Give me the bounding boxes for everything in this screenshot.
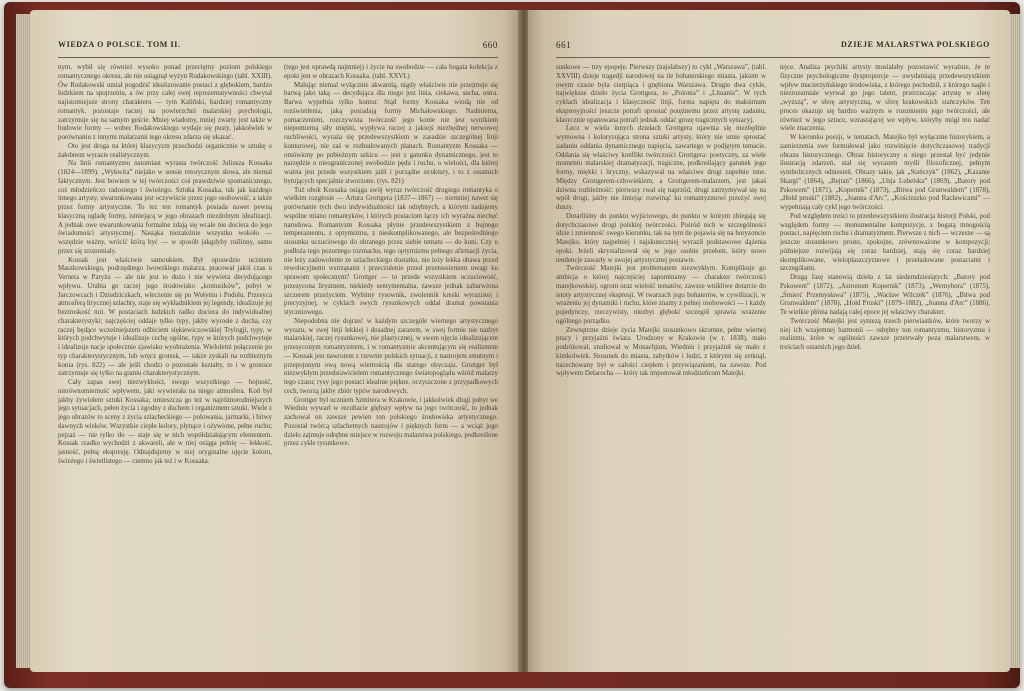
paragraph: nym, wybił się również wysoko ponad przeciętny poziom polskiego romantycznego okresu, ale nie osiągnął wyżyn Rodakowskiego (tabl. XXIII). Ów Rodakowski umiał pogodzić idealizowanie postaci z głębokiem, bardzo ludzkiem na spojrzeniu, a ów przy całej swej reprezentatywności chwytał najistotniejsze strony charakteru — tym Kaliński, bardziej romantyczny romantyk, pozostaje raczej na powierzchni malarskiej psychologii, zatrzymuje się na samym geście. Mniej wiadomy, mniej zwarty jest także w budowie formy — wobec Rodakowskiego wydaje się pusty, jakkolwiek w porównaniu z innymi malarzami tego okresu zdarza się ukazać. (58, 64, 272, 141)
left-column-2 (284, 64, 498, 660)
paragraph: Oto jest droga na której klasycyzm przechodzi organicznie w sztukę o żałobnem wyrazie realistycznym. (58, 142, 272, 159)
right-column-2 (780, 64, 990, 660)
paragraph: sunkowe — trzy epopeje. Pierwszy (najsłabszy) to cykl „Warszawa”, (tabl. XXVIII) dzieje tragedji narodowej na tle bohaterskiego miasta, jakiem w owym czasie była cierpiąca i gnębiona Warszawa. Drugie dwa cykle, największe dzieło życia Grottgera, to „Polonia” i „Lituania”. W tych cyklach idealizacja i klasyczność linji, forma napięta do maksimum ekspresyjności jeszcze potrafi sprostać potężnemu przez artystę zadaniu, klasycznie opanowana potrafi jednak oddać grozę tragicznych sytuacyj. (556, 64, 766, 124)
left-header-rule (58, 57, 498, 58)
paragraph: Grottger był uczniem Szmitera w Krakowie, i jakkolwiek długi pobyt we Wiedniu wywarł w rezultacie głębszy wpływ na jego twórczość, to jednak zachował on zawsze pewien ton polskiego środowiska artystycznego. Pozostał twórcą szlachetnych nastrojów i pięknych form — a wciąż jego dzieło zajmuje odrębne miejsce w rozwoju malarstwa polskiego, podkreślone przez cykle rysunkowe. (284, 396, 498, 448)
right-running-head (556, 40, 990, 56)
paragraph: Twórczość Matejki jest problematem niezwykłym. Komplikuje go ambicja o której najczęściej zapominamy — charakter twórczości matejkowskiej, ogrom oraz wielość tematów, zawsze wnikliwe dotarcie do istoty artystycznej ekspresji. W twarzach jego bohaterów, w cywilizacji, w wrażeniu jej dynamiki i ruchu, które znamy z pełnej osobowości — i każdy pojedynczy, rzeczywisty, niezbyt głęboki szczegół sprawia wrażenie ogólnego porządku. (556, 265, 766, 325)
left-running-head-title: WIEDZA O POLSCE. TOM II. (58, 40, 181, 49)
paragraph: Pod względem treści to przedewszystkiem ilustracja historji Polski, pod względem formy — monumentalne kompozycje, z bogatą mnogością postaci, napięciem ruchu i dramatyzmem. Pierwsze z nich — wczesne — są jeszcze stosunkowo proste, spokojne, zrównoważone w kompozycji; późniejsze rozwijają się coraz bardziej, stają się coraz bardziej skomplikowane, wielopłaszczyznowe i przeładowane postaciami i szczegółami. (780, 212, 990, 273)
paragraph: Na linii romantyzmu natomiast wyrasta twórczość Juliusza Kossaka (1824—1899). „Wykwita” niejako w sensie retorycznym słowa, ale niemal faktycznym. Jest bowiem w tej twórczości coś prawdziwie spontanicznego, coś młodzieńczo radosnego i świeżego. Sztuka Kossaka, tak jak każdego innego artysty, uwarunkowana jest oczywiście przez jego osobowość, a także przez formy artystyczne. To tez ten romantyk posiada nawet pewną klasyczną ogładę formy, istniejącą w jego obrazach niezdolnym idealizacji. A jednak owe uwarunkowania formalne zdają się wcale nie dociera do jego świadomości artystycznej. Nasiąka niezależnie wszystko wokoło — wszędzie ważny, wrócić którą być — w sposób jakgdyby roślinny, samo przez się zrozumiały. (58, 160, 272, 255)
paragraph: Drugą fazę stanowią dzieła z lat siedemdziesiątych: „Batory pod Pskowem” (1872), „Astronom Kopernik” (1873), „Wernyhora” (1875), „Śmierć Przemysława” (1875), „Wacław Wilczek” (1876), „Bitwa pod Grunwaldem” (1878), „Hołd Pruski” (1879–1882), „Joanna d'Arc” (1886). Te wielkie płótna nadają całej epoce jej właściwy charakter. (780, 274, 990, 316)
paragraph: tejce. Analiza psychiki artysty musiałaby pozostawić wyraźnie, że te fizyczne psychologiczne dysproporcje — uwydatniają przedewszystkiem wpływ macierzyńskiego środowiska, z którego pochodził, z którego nagle i niezrozumiale wyrwał go jego talent, przerzucając artystę w sferę „wyższą”, w sferę artystyczną, w sferę krakowskich stańczyków. Ten proces okazuje się bardzo ważnym w rozumieniu jego twórczości, ale również w jego sztuce, wzrastającej we wpływ, któryby mógł mu nadać wiele znaczenia. (780, 64, 990, 133)
paragraph: Zewnętrzne dzieje życia Matejki stosunkowo skromne, pełne wiernej pracy i przyjaźni świata. Urodzony w Krakowie (w r. 1838), mało podróżował, studiował w Monachjum, Wiedniu i przyjaźnił się mało z kimkolwiek. Stosunek do miasta, zabytków i ludzi, z którymi się zetknął, nacechowany był w całości ciepłem i przywiązaniem, na zawsze. Pod wpływem Delarocha — który tak imponował młodzieńcom Matejki. (556, 326, 766, 378)
right-running-head-title: DZIEJE MALARSTWA POLSKIEGO (841, 40, 990, 49)
paragraph: (tego jest oprawdą najmniej) i życie na swobodzie — cała bogata kolekcja z epoki jest w obrazach Kossaka. (tabl. XXVI.) (284, 64, 498, 80)
paragraph: Tuż obok Kossaka osiąga swój wyraz twórczość drugiego romantyka o wielkim rozgłosie — Artura Grottgera (1837—1867) — niemniej nawet się porównanie tych dwu indywidualności tak odrębnych, a którym nadajemy wspólne miano romantyków, i których postaciom łączy ich wyraźna niechęć narodowa. Romantyzm Kossaka płynie przedewszystkiem z bujnego temperamentu, z optymizmu, z nieskomplikowanego, ale bezpośredniego stosunku uczuciowego do obranego przez siebie tematu — do koni. Czy u podłoża tego pozornego rozmachu, tego optymizmu pełnego afirmacji życia, nie leży zadowolenie ze szlacheckiego dostatku, nie leży lekka obawa przed rewolucyjnemi wstrząsami i przeczulenie przed przeniesieniem uwagi ku sprawom społecznym? Grottger — to przede wszystkiem uczuciowość, przesycona liryzmem, niekiedy sentymentalna, zawsze jednak zabarwiona szczerem przeżyciem. Wybitny rysownik, zwolennik kreski wyrazistej i precyzyjnej, w cyklach swych rysunkowych oddał dramat powstania styczniowego. (284, 186, 498, 316)
left-page-number: 660 (482, 40, 498, 50)
left-page (30, 10, 520, 672)
left-running-head (58, 40, 498, 56)
right-page (528, 10, 1010, 672)
paragraph: Dotarliśmy do punktu wyjściowego, do punktu w którym zbiegają się dotychczasowe drogi polskiej twórczości. Pośród nich w szczególności idzie i zmienność swego kierunku, tak na tym tle pojawia się na horyzoncie Matejko, który najpełniej i najskuteczniej wyraził podstawowe dążenia epoki. Jeżeli skrystalizował się w jego osobie przełom, który nowe tendencje zawarły w swojej artystycznej postawie. (556, 212, 766, 264)
paragraph: Niepodobna nie dojrzeć w każdym szczególe wiernego artystycznego wyrazu, w swej linji lekkiej i dosadnej zarazem, w swej formie nie nazbyt malarskiej, raczej rysunkowej, nie plastycznej, w swem ujęciu idealizującem przesyconym romantyzmem, i w romantyzmie akcentującym się realizmem — Kossak jest nawrotem z rzewnie polskich sytuacji, z nastrojem smutnym i przepojonym ową nową wiernością dla starego obyczaju. Grottger był niezwykłym przedstawicielem romantycznego światopoglądu wśród malarzy tego czasu; rysy jego postaci idealnie piękne, oczyszczone z przypadkowych cech, tworzą jakby zbiór typów narodowych. (284, 317, 498, 395)
paragraph: W kierunku poezji, w tematach, Matejko był wyłącznie historykiem, a zamierzenia swe formułował jako rozwinięcie dotychczasowej tradycji obrazu historycznego. Obraz historyczny u niego przestał być jedynie ilustracją zdarzeń, stał się wyrazem myśli filozoficznej, pełnym symbolicznych odniesień. Obrazy takie, jak „Stańczyk” (1862), „Kazanie Skargi” (1864), „Rejtan” (1866), „Unja Lubelska” (1869), „Batory pod Pskowem” (1871), „Kopernik” (1873), „Bitwa pod Grunwaldem” (1878), „Hołd pruski” (1882), „Joanna d'Arc”, „Kościuszko pod Racławicami” — wypełniają cały cykl jego twórczości. (780, 134, 990, 211)
left-page-edges (16, 14, 30, 668)
left-column-1 (58, 64, 272, 660)
paragraph: Twórczość Matejki jest syntezą trzech pierwiastków, które tworzy w niej ich wzajemnej harmonii — odrębny ton romantyzmu, historyzmu i realizmu, które w ogólności zawsze przetrwały poza malarstwem, w treściach ostatnich jego dzieł. (780, 317, 990, 351)
right-page-number: 661 (556, 40, 572, 50)
paragraph: Cały zapas swej niezwykłości, swego wszystkiego — hojność, nierównomierność wpływem, jaki wywierała na niego atmosfera. Koń był jakby żywiołem sztuki Kossaka; umieszcza go też w najróżnorodniejszych jego sytuacjach, pełen życia i zgodny z duchem i organizmem sztuki. Wiele z jego obrazów to sceny z życia szlacheckiego — polowania, jarmarki, i bitwy dawnych wieków. Wszystkie ciepłe kolory, płynące i ożywione, pełne ruchu; pejzaż — nie tylko tło — staje się w nich współdziałającym elementem. Kossak rzadko wychodzi z akwareli, ale w niej osiąga pełnię — lekkość, jasność, pełną ekspresję. Odnajdujemy w niej oryginalne ujęcie koloru, świeżego i świetlistego — ciemno jak też i w Kossaka. (58, 379, 272, 465)
paragraph: Kossak jest właściwie samoukiem. Był oprawdzie uczniem Maszkowskiego, podrzędnego lwowskiego malarza, pracował jakiś czas u Verneta w Paryżu — ale nie jest to dużo i nie wywiera decydującego wpływu. Urabia go raczej jego środowisko „kontusików”, pobyt w Jarczowcach i Dziedziczkach, wleczenie się po Wołyniu i Podolu. Przesyca atmosferą lirycznej szlachty, staje się wykładnikiem jej legendy, idealizuje jej beztroskość mit. W postaciach ludzkich radko dociera do indywidualnej charakterystyki; najczęściej oddaje tylko typy, jakby wyrosłe z ducha, czy raczej będące wcześniejszem odbiciem siękiewiczowskiej Trylogji, typy, w których podchwytuje i idealizuje cechę ogólne, typy w których podchwytuje i idealizuje nacje społecznie zjawisko wyobrażenia. Wieloletni połączenie po typ charakterystycznym, lub wręcz grotesk, — także zyskali na rozbieżnym konia (rys. 822) — ale jeśli chodzi o pozostałe kształty, to i w grotesce zatrzymuje się tylko na graniu charakterystycznym. (58, 256, 272, 378)
right-column-1 (556, 64, 766, 660)
paragraph: Malując niemal wyłącznie akwarelą, nigdy właściwie nie przejmuje się barwą jako taką — decydująca dla niego jest linia, ciekawa, sucha, ostra. Barwa wypełnia tylko kontur. Stąd formy Kossaka wiodą nie od rozświetlenia, jaką posiadają formy Michałowskiego. Nadmierna, pomaczeniem, rozczywista twórczość jego konie nie jest wynikiem niepomierną siły mięśni, wypływa raczej z jakiejś niezbędnej nerwowej ruchliwości, wyraża się przedewszystkiem w zasadzie szczególnej linji konturowej, nie zaś w rozbudowanych planach. Romantyzm Kossaka — omówiony po pobieżnym szkicu — jest z gatunku dynamicznego, jest to narzędzie o nieograniczonej swobodzie pędu i ruchu, o wielości, dla której ważna jest przede wszystkiem jaźń i porządne struktury, i to z ostatnich bytujących specjalnie stworzone. (rys. 821) (284, 81, 498, 185)
paragraph: Lecz w wielu innych dziełach Grottgera ujawnia się niezbędnie wymowna i koloryzująca strona sztuki artysty, który nie umie sprostać zadaniu oddania dynamicznego napięcia, zawartego w podjętym temacie. Oddania się właściwy konflikt twórczości Grottgera: poetyczny, za wiele momentu malarskiej dramatyzacji, tragiczne, podkreślający gatunek jego formy, miękki i liryczny, wskazywał na właściwe drogi zupełnie inne. Między Grottgerem-człowiekiem, a Grottgerem-malarzem, jest jakaś dziwna rozbieżność: pierwszy rwał się naprzód, drugi zatrzymywał się na wpół drogi, jakby nie śmiejąc rozwinąć ku romantyzmowi przeżyć swej duszy. (556, 125, 766, 211)
right-header-rule (556, 57, 990, 58)
